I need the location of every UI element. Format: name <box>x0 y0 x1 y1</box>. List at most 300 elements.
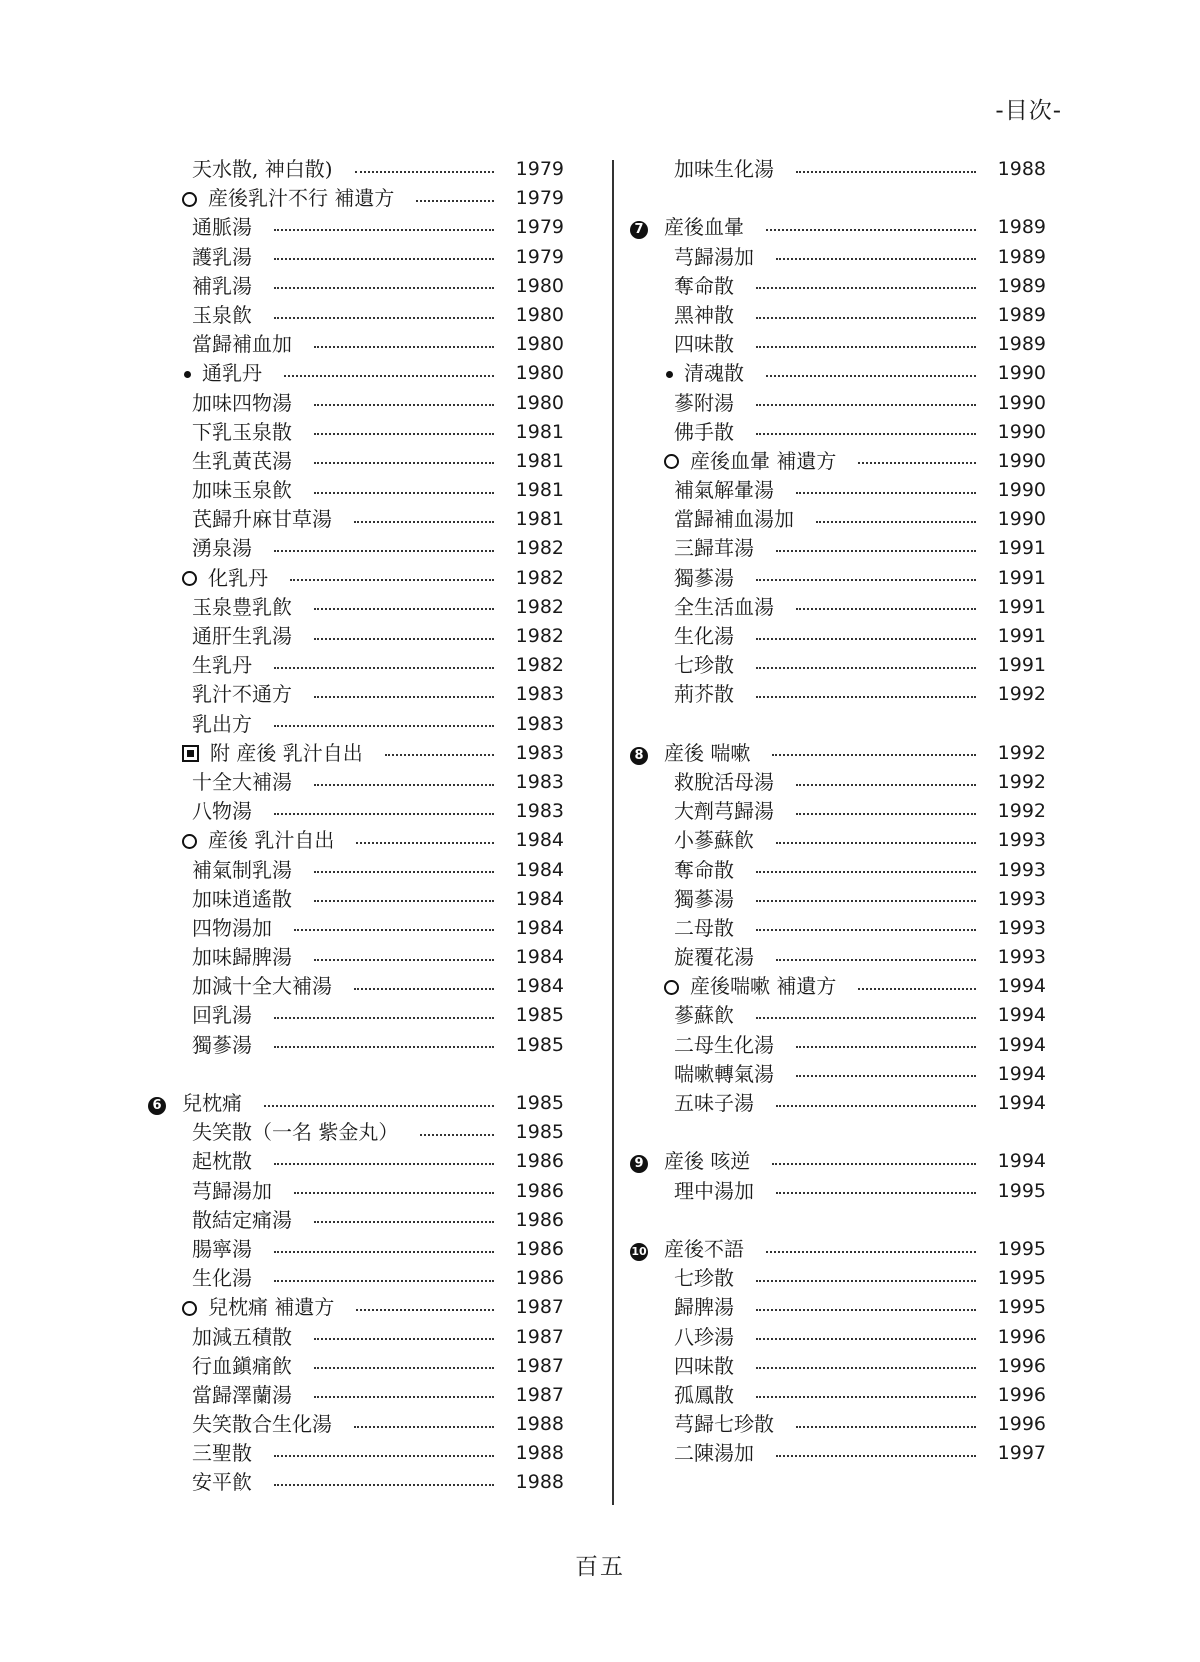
entry-page-number: 1987 <box>515 1325 564 1348</box>
entry-page-number: 1980 <box>515 274 564 297</box>
entry-title: 湧泉湯 <box>192 536 252 561</box>
entry-page-number: 1995 <box>997 1179 1046 1202</box>
entry-title: 十全大補湯 <box>192 769 292 794</box>
toc-entry[interactable] <box>636 680 1046 709</box>
entry-page-number: 1987 <box>515 1354 564 1377</box>
section-number-icon <box>630 1147 660 1176</box>
entry-title: 佛手散 <box>674 419 734 444</box>
dot-leader <box>314 638 494 640</box>
toc-entry[interactable] <box>154 155 564 184</box>
dot-leader <box>858 988 976 990</box>
entry-title: 蔘附湯 <box>674 390 734 415</box>
entry-page-number: 1987 <box>515 1383 564 1406</box>
entry-title: 玉泉飮 <box>192 302 252 327</box>
toc-entry[interactable] <box>636 1031 1046 1060</box>
dot-leader <box>756 667 976 669</box>
toc-entry[interactable] <box>636 243 1046 272</box>
entry-title: 護乳湯 <box>192 244 252 269</box>
entry-title: 四物湯加 <box>192 915 272 940</box>
dot-leader <box>766 1251 976 1253</box>
entry-page-number: 1993 <box>997 916 1046 939</box>
dot-leader <box>290 579 494 581</box>
dot-leader <box>294 1192 494 1194</box>
dot-leader <box>274 1046 494 1048</box>
dot-leader <box>756 1017 976 1019</box>
toc-entry[interactable] <box>636 1264 1046 1293</box>
toc-entry[interactable] <box>154 1293 564 1322</box>
entry-title: 救脫活母湯 <box>674 769 774 794</box>
toc-entry[interactable] <box>636 330 1046 359</box>
toc-entry[interactable] <box>154 1323 564 1352</box>
entry-title: 加減十全大補湯 <box>192 974 332 999</box>
toc-right-column <box>631 155 1046 1468</box>
dot-leader <box>756 638 976 640</box>
dot-leader <box>796 492 976 494</box>
dot-leader <box>314 959 494 961</box>
section-spacer <box>154 1060 564 1089</box>
toc-entry[interactable] <box>154 389 564 418</box>
dot-leader <box>354 988 494 990</box>
toc-entry[interactable] <box>154 534 564 563</box>
entry-page-number: 1983 <box>515 683 564 706</box>
toc-entry[interactable] <box>154 1381 564 1410</box>
dot-leader <box>766 375 976 377</box>
entry-title: 兒枕痛 補遺方 <box>208 1295 335 1320</box>
entry-page-number: 1994 <box>997 1004 1046 1027</box>
dot-leader <box>274 258 494 260</box>
entry-page-number: 1987 <box>515 1296 564 1319</box>
dot-leader <box>756 1367 976 1369</box>
toc-entry[interactable] <box>636 213 1046 242</box>
dot-leader <box>756 317 976 319</box>
ring-icon <box>664 447 694 476</box>
entry-page-number: 1989 <box>997 303 1046 326</box>
dot-leader <box>756 404 976 406</box>
column-divider <box>612 160 614 1505</box>
toc-entry[interactable] <box>154 943 564 972</box>
toc-entry[interactable] <box>636 1147 1046 1176</box>
entry-title: 失笑散合生化湯 <box>192 1412 332 1437</box>
entry-title: 補乳湯 <box>192 273 252 298</box>
toc-entry[interactable] <box>636 359 1046 388</box>
entry-page-number: 1994 <box>997 1033 1046 1056</box>
toc-entry[interactable] <box>636 1381 1046 1410</box>
toc-entry[interactable] <box>636 564 1046 593</box>
dot-leader <box>294 929 494 931</box>
dot-leader <box>274 550 494 552</box>
entry-title: 三聖散 <box>192 1441 252 1466</box>
toc-entry[interactable] <box>631 1235 1046 1264</box>
entry-page-number: 1988 <box>515 1471 564 1494</box>
entry-title: 八珍湯 <box>674 1324 734 1349</box>
entry-page-number: 1989 <box>997 274 1046 297</box>
entry-title: 通乳丹 <box>202 361 262 386</box>
toc-entry[interactable] <box>154 1177 564 1206</box>
entry-page-number: 1982 <box>515 566 564 589</box>
toc-entry[interactable] <box>154 301 564 330</box>
page-header-title: -目次- <box>995 98 1062 124</box>
toc-entry[interactable] <box>154 1031 564 1060</box>
entry-title: 清魂散 <box>684 361 744 386</box>
dot-leader <box>314 1396 494 1398</box>
section-number-icon <box>148 1089 178 1118</box>
entry-title: 小蔘蘇飮 <box>674 828 754 853</box>
toc-entry[interactable] <box>154 826 564 855</box>
dot-leader <box>274 229 494 231</box>
dot-leader <box>356 1309 494 1311</box>
section-number-icon <box>630 1235 660 1264</box>
entry-title: 補氣制乳湯 <box>192 857 292 882</box>
dot-leader <box>756 696 976 698</box>
toc-entry[interactable] <box>636 389 1046 418</box>
entry-title: 芪歸升麻甘草湯 <box>192 507 332 532</box>
dot-leader <box>858 462 976 464</box>
entry-page-number: 1991 <box>997 595 1046 618</box>
entry-title: 芎歸湯加 <box>674 244 754 269</box>
toc-entry[interactable] <box>154 797 564 826</box>
entry-title: 産後喘嗽 補遺方 <box>690 974 837 999</box>
dot-leader <box>756 1309 976 1311</box>
entry-title: 大劑芎歸湯 <box>674 799 774 824</box>
entry-page-number: 1983 <box>515 770 564 793</box>
entry-title: 當歸澤蘭湯 <box>192 1382 292 1407</box>
toc-entry[interactable] <box>636 1410 1046 1439</box>
entry-page-number: 1992 <box>997 770 1046 793</box>
entry-title: 獨蔘湯 <box>674 886 734 911</box>
toc-entry[interactable] <box>636 534 1046 563</box>
toc-entry[interactable] <box>636 885 1046 914</box>
entry-page-number: 1982 <box>515 595 564 618</box>
toc-entry[interactable] <box>154 1264 564 1293</box>
entry-page-number: 1982 <box>515 625 564 647</box>
entry-page-number: 1980 <box>515 303 564 326</box>
entry-title: 乳汁不通方 <box>192 682 292 707</box>
entry-page-number: 1994 <box>997 975 1046 998</box>
entry-title: 蔘蘇飮 <box>674 1003 734 1028</box>
entry-title: 當歸補血湯加 <box>674 507 794 532</box>
toc-entry[interactable] <box>154 1352 564 1381</box>
entry-page-number: 1984 <box>515 887 564 910</box>
dot-leader <box>264 1105 494 1107</box>
toc-entry[interactable] <box>154 739 564 768</box>
dot-leader <box>274 1163 494 1165</box>
dot-leader <box>274 1280 494 1282</box>
entry-page-number: 1990 <box>997 449 1046 472</box>
toc-entry[interactable] <box>154 1089 564 1118</box>
entry-title: 歸脾湯 <box>674 1295 734 1320</box>
entry-page-number: 1994 <box>997 1062 1046 1085</box>
toc-entry[interactable] <box>636 856 1046 885</box>
toc-entry[interactable] <box>636 943 1046 972</box>
entry-page-number: 1988 <box>997 158 1046 180</box>
toc-entry[interactable] <box>154 710 564 739</box>
entry-page-number: 1984 <box>515 946 564 969</box>
entry-title: 生乳丹 <box>192 653 252 678</box>
ring-icon <box>182 1293 212 1322</box>
entry-page-number: 1993 <box>997 946 1046 969</box>
toc-entry[interactable] <box>636 1293 1046 1322</box>
dot-leader <box>756 871 976 873</box>
entry-page-number: 1995 <box>997 1267 1046 1290</box>
entry-title: 孤鳳散 <box>674 1382 734 1407</box>
section-spacer <box>636 1118 1046 1147</box>
entry-title: 三歸茸湯 <box>674 536 754 561</box>
toc-entry[interactable] <box>636 768 1046 797</box>
entry-page-number: 1995 <box>997 1237 1046 1260</box>
ring-icon <box>664 972 694 1001</box>
dot-leader <box>274 813 494 815</box>
section-spacer <box>636 184 1046 213</box>
open-circle-icon <box>182 1301 197 1316</box>
toc-entry[interactable] <box>154 272 564 301</box>
entry-page-number: 1983 <box>515 741 564 764</box>
dot-leader <box>772 754 976 756</box>
entry-page-number: 1993 <box>997 887 1046 910</box>
dot-leader <box>796 784 976 786</box>
dot-leader <box>385 754 494 756</box>
dot-leader <box>796 1046 976 1048</box>
toc-entry[interactable] <box>154 330 564 359</box>
entry-page-number: 1984 <box>515 916 564 939</box>
toc-entry[interactable] <box>636 155 1046 184</box>
open-circle-icon <box>182 192 197 207</box>
toc-left-column <box>154 155 564 1498</box>
toc-entry[interactable] <box>636 447 1046 476</box>
entry-title: 産後 喘嗽 <box>664 740 751 765</box>
toc-entry[interactable] <box>154 856 564 885</box>
dot-leader <box>274 287 494 289</box>
section-number-icon <box>630 739 660 768</box>
entry-title: 加味玉泉飮 <box>192 478 292 503</box>
toc-entry[interactable] <box>154 1439 564 1468</box>
dot-leader <box>776 1192 976 1194</box>
entry-title: 當歸補血加 <box>192 332 292 357</box>
entry-title: 産後 乳汁自出 <box>208 828 335 853</box>
toc-entry[interactable] <box>154 359 564 388</box>
entry-title: 散結定痛湯 <box>192 1207 292 1232</box>
toc-entry[interactable] <box>154 184 564 213</box>
entry-page-number: 1996 <box>997 1383 1046 1406</box>
toc-entry[interactable] <box>636 505 1046 534</box>
toc-entry[interactable] <box>154 622 564 651</box>
toc-entry[interactable] <box>154 447 564 476</box>
dot-leader <box>314 871 494 873</box>
ring-icon <box>182 184 212 213</box>
filled-square-icon <box>182 745 199 762</box>
entry-title: 理中湯加 <box>674 1178 754 1203</box>
entry-title: 産後血暈 補遺方 <box>690 448 837 473</box>
entry-page-number: 1990 <box>997 420 1046 443</box>
dot-leader <box>314 346 494 348</box>
toc-entry[interactable] <box>154 768 564 797</box>
entry-title: 二陳湯加 <box>674 1441 754 1466</box>
dot-leader <box>274 725 494 727</box>
dot-leader <box>356 842 494 844</box>
entry-title: 四味散 <box>674 332 734 357</box>
toc-entry[interactable] <box>154 914 564 943</box>
entry-page-number: 1988 <box>515 1442 564 1465</box>
open-circle-icon <box>664 980 679 995</box>
entry-title: 腸寧湯 <box>192 1236 252 1261</box>
toc-entry[interactable] <box>154 243 564 272</box>
toc-entry[interactable] <box>636 593 1046 622</box>
toc-entry[interactable] <box>636 272 1046 301</box>
entry-page-number: 1988 <box>515 1413 564 1436</box>
dot-leader <box>314 462 494 464</box>
dot-leader <box>314 404 494 406</box>
entry-page-number: 1996 <box>997 1354 1046 1377</box>
toc-entry[interactable] <box>154 593 564 622</box>
toc-entry[interactable] <box>154 972 564 1001</box>
entry-page-number: 1979 <box>515 245 564 268</box>
entry-title: 加味歸脾湯 <box>192 945 292 970</box>
entry-title: 産後 咳逆 <box>664 1149 751 1174</box>
dot-leader <box>756 1396 976 1398</box>
entry-title: 補氣解暈湯 <box>674 478 774 503</box>
entry-title: 奪命散 <box>674 857 734 882</box>
toc-entry[interactable] <box>636 826 1046 855</box>
dot-leader <box>776 959 976 961</box>
entry-title: 喘嗽轉氣湯 <box>674 1061 774 1086</box>
entry-title: 獨蔘湯 <box>192 1032 252 1057</box>
entry-page-number: 1980 <box>515 391 564 414</box>
toc-entry[interactable] <box>636 1323 1046 1352</box>
entry-page-number: 1984 <box>515 829 564 852</box>
entry-title: 失笑散（一名 紫金丸） <box>192 1120 399 1145</box>
toc-entry[interactable] <box>636 1089 1046 1118</box>
dot-leader <box>772 1163 976 1165</box>
numbered-circle-icon: 10 <box>630 1243 648 1261</box>
entry-page-number: 1985 <box>515 1033 564 1056</box>
dot-leader <box>314 900 494 902</box>
dot-leader <box>756 929 976 931</box>
entry-page-number: 1991 <box>997 654 1046 677</box>
entry-title: 黑神散 <box>674 302 734 327</box>
toc-entry[interactable] <box>154 651 564 680</box>
toc-entry[interactable] <box>154 1468 564 1497</box>
dot-leader <box>274 317 494 319</box>
entry-page-number: 1979 <box>515 158 564 180</box>
entry-page-number: 1989 <box>997 216 1046 239</box>
entry-title: 乳出方 <box>192 711 252 736</box>
toc-entry[interactable] <box>154 476 564 505</box>
entry-title: 二母散 <box>674 915 734 940</box>
entry-page-number: 1996 <box>997 1325 1046 1348</box>
dot-leader <box>274 1017 494 1019</box>
dot-leader <box>314 1338 494 1340</box>
section-spacer <box>636 710 1046 739</box>
entry-title: 加味生化湯 <box>674 157 774 181</box>
toc-entry[interactable] <box>636 476 1046 505</box>
entry-page-number: 1980 <box>515 333 564 356</box>
toc-entry[interactable] <box>636 1439 1046 1468</box>
toc-entry[interactable] <box>636 739 1046 768</box>
toc-entry[interactable] <box>154 1206 564 1235</box>
dot-leader <box>314 433 494 435</box>
entry-page-number: 1992 <box>997 800 1046 823</box>
toc-entry[interactable] <box>636 1001 1046 1030</box>
entry-page-number: 1989 <box>997 245 1046 268</box>
toc-entry[interactable] <box>154 564 564 593</box>
entry-title: 回乳湯 <box>192 1003 252 1028</box>
dot-leader <box>355 171 494 173</box>
dot-leader <box>816 521 976 523</box>
entry-title: 産後不語 <box>664 1236 744 1261</box>
toc-entry[interactable] <box>636 301 1046 330</box>
toc-entry[interactable] <box>636 1352 1046 1381</box>
dot-leader <box>314 608 494 610</box>
dot-leader <box>756 287 976 289</box>
entry-page-number: 1985 <box>515 1092 564 1114</box>
box-icon <box>182 739 212 768</box>
entry-page-number: 1991 <box>997 625 1046 647</box>
dot-leader <box>274 1455 494 1457</box>
page-number-footer: 百五 <box>575 1554 625 1580</box>
numbered-circle-icon: 9 <box>630 1155 648 1173</box>
entry-page-number: 1984 <box>515 858 564 881</box>
dot-leader <box>354 1426 494 1428</box>
entry-page-number: 1982 <box>515 654 564 677</box>
entry-page-number: 1986 <box>515 1267 564 1290</box>
toc-entry[interactable] <box>636 1177 1046 1206</box>
entry-page-number: 1986 <box>515 1150 564 1173</box>
dot-leader <box>314 1221 494 1223</box>
entry-title: 兒枕痛 <box>182 1091 242 1115</box>
toc-entry[interactable] <box>636 651 1046 680</box>
entry-title: 四味散 <box>674 1353 734 1378</box>
entry-title: 生化湯 <box>192 1266 252 1291</box>
dot-leader <box>756 1338 976 1340</box>
entry-page-number: 1989 <box>997 333 1046 356</box>
toc-entry[interactable] <box>154 680 564 709</box>
toc-entry[interactable] <box>154 1147 564 1176</box>
entry-title: 通肝生乳湯 <box>192 624 292 648</box>
toc-entry[interactable] <box>636 622 1046 651</box>
toc-entry[interactable] <box>636 418 1046 447</box>
entry-page-number: 1993 <box>997 858 1046 881</box>
dot-leader <box>796 813 976 815</box>
toc-entry[interactable] <box>154 418 564 447</box>
entry-page-number: 1990 <box>997 479 1046 502</box>
toc-entry[interactable] <box>636 1060 1046 1089</box>
toc-entry[interactable] <box>154 885 564 914</box>
bullet-icon <box>664 359 694 388</box>
entry-page-number: 1991 <box>997 537 1046 560</box>
entry-title: 玉泉豊乳飮 <box>192 594 292 619</box>
entry-page-number: 1990 <box>997 508 1046 531</box>
toc-entry[interactable] <box>154 1001 564 1030</box>
open-circle-icon <box>182 834 197 849</box>
entry-page-number: 1980 <box>515 362 564 385</box>
toc-entry[interactable] <box>154 1118 564 1147</box>
toc-entry[interactable] <box>636 914 1046 943</box>
entry-title: 天水散, 神白散) <box>192 157 333 181</box>
toc-entry[interactable] <box>154 1235 564 1264</box>
open-circle-icon <box>182 571 197 586</box>
toc-entry[interactable] <box>154 505 564 534</box>
toc-entry[interactable] <box>154 213 564 242</box>
entry-title: 化乳丹 <box>208 565 268 590</box>
entry-title: 七珍散 <box>674 1266 734 1291</box>
toc-entry[interactable] <box>154 1410 564 1439</box>
ring-icon <box>182 564 212 593</box>
entry-title: 七珍散 <box>674 653 734 678</box>
entry-page-number: 1986 <box>515 1237 564 1260</box>
entry-page-number: 1981 <box>515 479 564 502</box>
toc-entry[interactable] <box>636 972 1046 1001</box>
dot-leader <box>420 1134 494 1136</box>
toc-entry[interactable] <box>636 797 1046 826</box>
